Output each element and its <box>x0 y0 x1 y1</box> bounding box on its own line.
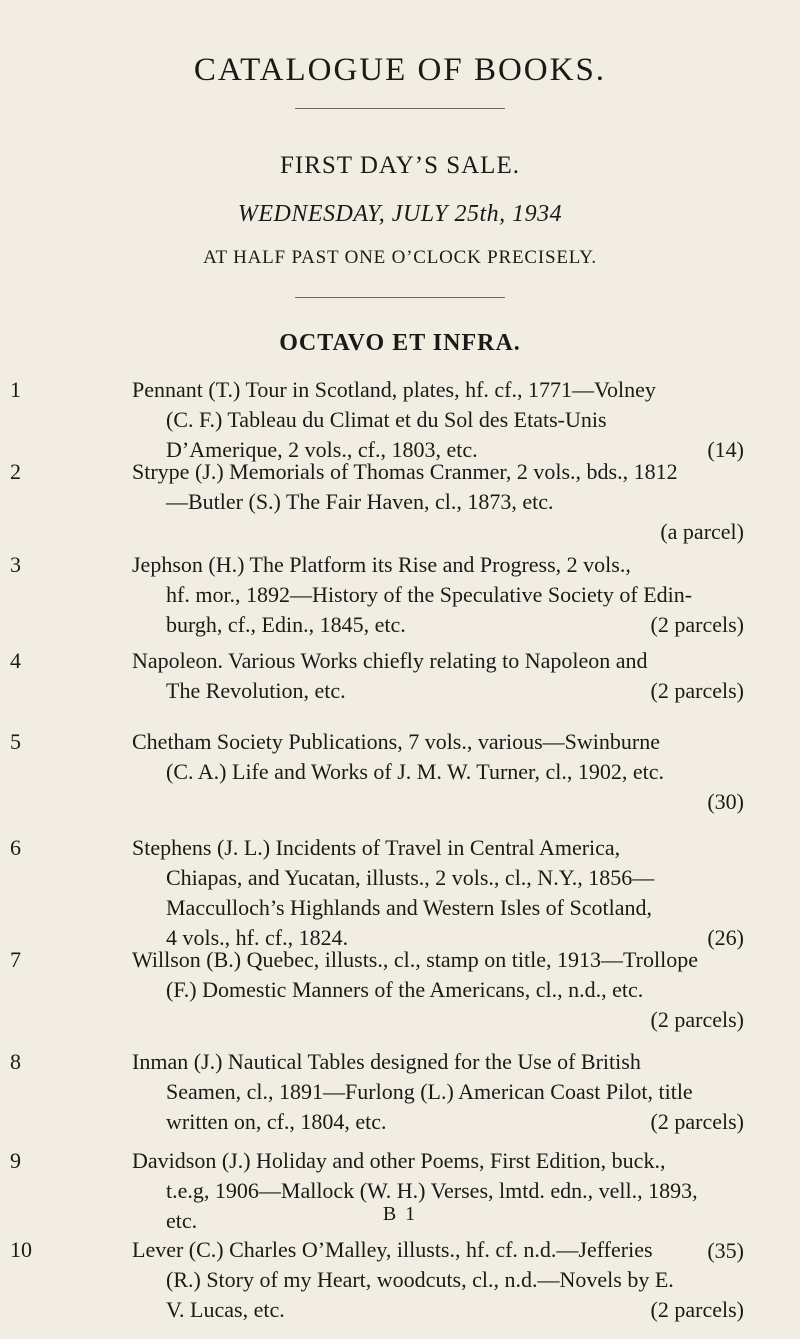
lot-number: 8 <box>10 1049 21 1074</box>
lot-line: Willson (B.) Quebec, illusts., cl., stamp on title, 1913—Trollope <box>132 947 698 972</box>
lot-quantity: (2 parcels) <box>650 1297 744 1322</box>
catalogue-title: CATALOGUE OF BOOKS. <box>193 52 607 88</box>
lot-line: (2 parcels) The Revolution, etc. <box>132 676 744 706</box>
lot-line: Jephson (H.) The Platform its Rise and Progress, 2 vols., <box>132 552 631 577</box>
lot-description <box>132 646 744 706</box>
lot-line: Napoleon. Various Works chiefly relating to Napoleon and <box>132 648 648 673</box>
lot-line: Macculloch’s Highlands and Western Isles of Scotland, <box>166 895 652 920</box>
lot-line: (14) D’Amerique, 2 vols., cf., 1803, etc. <box>132 435 744 465</box>
lot-line: (2 parcels) burgh, cf., Edin., 1845, etc. <box>132 610 744 640</box>
lot-description <box>132 550 744 640</box>
lot-quantity: (26) <box>707 925 744 950</box>
lot-number: 9 <box>10 1148 21 1173</box>
lot-line: Stephens (J. L.) Incidents of Travel in Central America, <box>132 835 621 860</box>
lot-quantity: (30) <box>707 789 744 814</box>
lot-line: Seamen, cl., 1891—Furlong (L.) American Coast Pilot, title <box>166 1079 693 1104</box>
section-title: OCTAVO ET INFRA. <box>279 330 521 356</box>
lot-line: Inman (J.) Nautical Tables designed for the Use of British <box>132 1049 641 1074</box>
lot-description <box>132 457 744 547</box>
lot-line: (2 parcels) written on, cf., 1804, etc. <box>132 1107 744 1137</box>
sale-date: WEDNESDAY, JULY 25th, 1934 <box>237 201 563 227</box>
lot-line: Chetham Society Publications, 7 vols., various—Swinburne <box>132 729 660 754</box>
lot-quantity: (2 parcels) <box>650 1109 744 1134</box>
lot-description <box>132 1047 744 1137</box>
lot-line: (C. F.) Tableau du Climat et du Sol des Etats-Unis <box>166 407 607 432</box>
title-rule <box>295 108 505 109</box>
lot-description <box>132 375 744 465</box>
lot-line: —Butler (S.) The Fair Haven, cl., 1873, etc. <box>166 489 554 514</box>
lot-quantity: (2 parcels) <box>650 678 744 703</box>
lot-number: 7 <box>10 947 21 972</box>
lot-description <box>132 833 744 953</box>
lot-number: 6 <box>10 835 21 860</box>
lot-line: Pennant (T.) Tour in Scotland, plates, hf. cf., 1771—Volney <box>132 377 656 402</box>
lot-quantity: (14) <box>707 437 744 462</box>
lot-line: Chiapas, and Yucatan, illusts., 2 vols., cl., N.Y., 1856— <box>166 865 655 890</box>
lot-line: Lever (C.) Charles O’Malley, illusts., hf. cf. n.d.—Jefferies <box>132 1237 653 1262</box>
section-rule <box>295 297 505 298</box>
lot-line: (R.) Story of my Heart, woodcuts, cl., n.d.—Novels by E. <box>166 1267 674 1292</box>
lot-quantity: (35) <box>707 1238 744 1263</box>
lot-quantity: (a parcel) <box>660 519 744 544</box>
lot-description <box>132 1235 744 1325</box>
lot-line: (F.) Domestic Manners of the Americans, cl., n.d., etc. <box>166 977 644 1002</box>
lot-number: 3 <box>10 552 21 577</box>
lot-number: 4 <box>10 648 21 673</box>
lot-number: 1 <box>10 377 21 402</box>
lot-number: 5 <box>10 729 21 754</box>
signature-mark: B 1 <box>382 1203 418 1225</box>
sale-title: FIRST DAY’S SALE. <box>280 152 520 179</box>
lot-number: 10 <box>10 1237 32 1262</box>
lot-description <box>132 727 744 817</box>
sale-time: AT HALF PAST ONE O’CLOCK PRECISELY. <box>203 247 597 268</box>
lot-line: (26) 4 vols., hf. cf., 1824. <box>132 923 744 953</box>
lot-line: t.e.g, 1906—Mallock (W. H.) Verses, lmtd. edn., vell., 1893, <box>166 1178 698 1203</box>
lot-line: etc. <box>166 1208 198 1233</box>
lot-quantity: (2 parcels) <box>650 1007 744 1032</box>
lot-line: (2 parcels) V. Lucas, etc. <box>132 1295 744 1325</box>
lot-line: (C. A.) Life and Works of J. M. W. Turner, cl., 1902, etc. <box>166 759 665 784</box>
lot-number: 2 <box>10 459 21 484</box>
lot-description <box>132 945 744 1035</box>
lot-line: Strype (J.) Memorials of Thomas Cranmer, 2 vols., bds., 1812 <box>132 459 678 484</box>
lot-line: Davidson (J.) Holiday and other Poems, First Edition, buck., <box>132 1148 666 1173</box>
lot-line: hf. mor., 1892—History of the Speculative Society of Edin- <box>166 582 693 607</box>
lot-quantity: (2 parcels) <box>650 612 744 637</box>
